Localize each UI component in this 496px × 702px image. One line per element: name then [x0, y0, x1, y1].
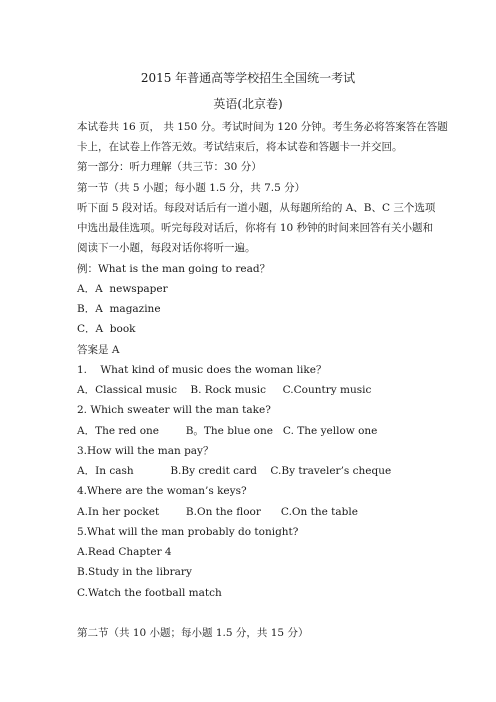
section-two-heading: 第二节（共 10 小题；每小题 1.5 分，共 15 分）	[77, 627, 309, 639]
intro-line-1: 本试卷共 16 页， 共 150 分。考试时间为 120 分钟。考生务必将答案答在答题	[77, 121, 448, 133]
instruction-line-2: 中选出最佳选项。听完每段对话后，你将有 10 秒钟的时间来回答有关小题和	[77, 222, 434, 234]
section-one-heading: 第一节（共 5 小题；每小题 1.5 分，共 7.5 分）	[77, 182, 306, 194]
example-option-b: B．A magazine	[77, 303, 161, 315]
instruction-line-3: 阅读下一小题，每段对话你将听一遍。	[77, 242, 256, 254]
question-2: 2. Which sweater will the man take?	[77, 404, 271, 416]
question-4: 4.Where are the woman’s keys?	[77, 485, 247, 497]
example-option-a: A．A newspaper	[77, 283, 168, 295]
instruction-line-1: 听下面 5 段对话。每段对话后有一道小题，从每题所给的 A、B、C 三个选项	[77, 202, 436, 214]
page-title: 2015 年普通高等学校招生全国统一考试	[140, 71, 356, 85]
example-question: 例：What is the man going to read？	[77, 263, 271, 275]
example-answer: 答案是 A	[77, 344, 120, 356]
question-3: 3.How will the man pay？	[77, 445, 214, 457]
question-2-options: A．The red one B。The blue one C. The yellow one	[77, 425, 378, 437]
part-one-heading: 第一部分：听力理解（共三节：30 分）	[77, 161, 262, 173]
question-4-options: A.In her pocket B.On the floor C.On the table	[77, 506, 358, 518]
page-subtitle: 英语(北京卷)	[213, 97, 283, 111]
question-5: 5.What will the man probably do tonight?	[77, 526, 299, 538]
question-5-option-b: B.Study in the library	[77, 566, 192, 578]
question-1-options: A．Classical music B. Rock music C.Country music	[77, 384, 372, 396]
question-5-option-c: C.Watch the football match	[77, 587, 222, 599]
question-3-options: A．In cash B.By credit card C.By traveler’s cheque	[77, 465, 392, 477]
example-option-c: C．A book	[77, 323, 136, 335]
question-1: 1. What kind of music does the woman like？	[77, 364, 327, 376]
intro-line-2: 卡上，在试卷上作答无效。考试结束后，将本试卷和答题卡一并交回。	[77, 141, 403, 153]
question-5-option-a: A.Read Chapter 4	[77, 546, 172, 558]
